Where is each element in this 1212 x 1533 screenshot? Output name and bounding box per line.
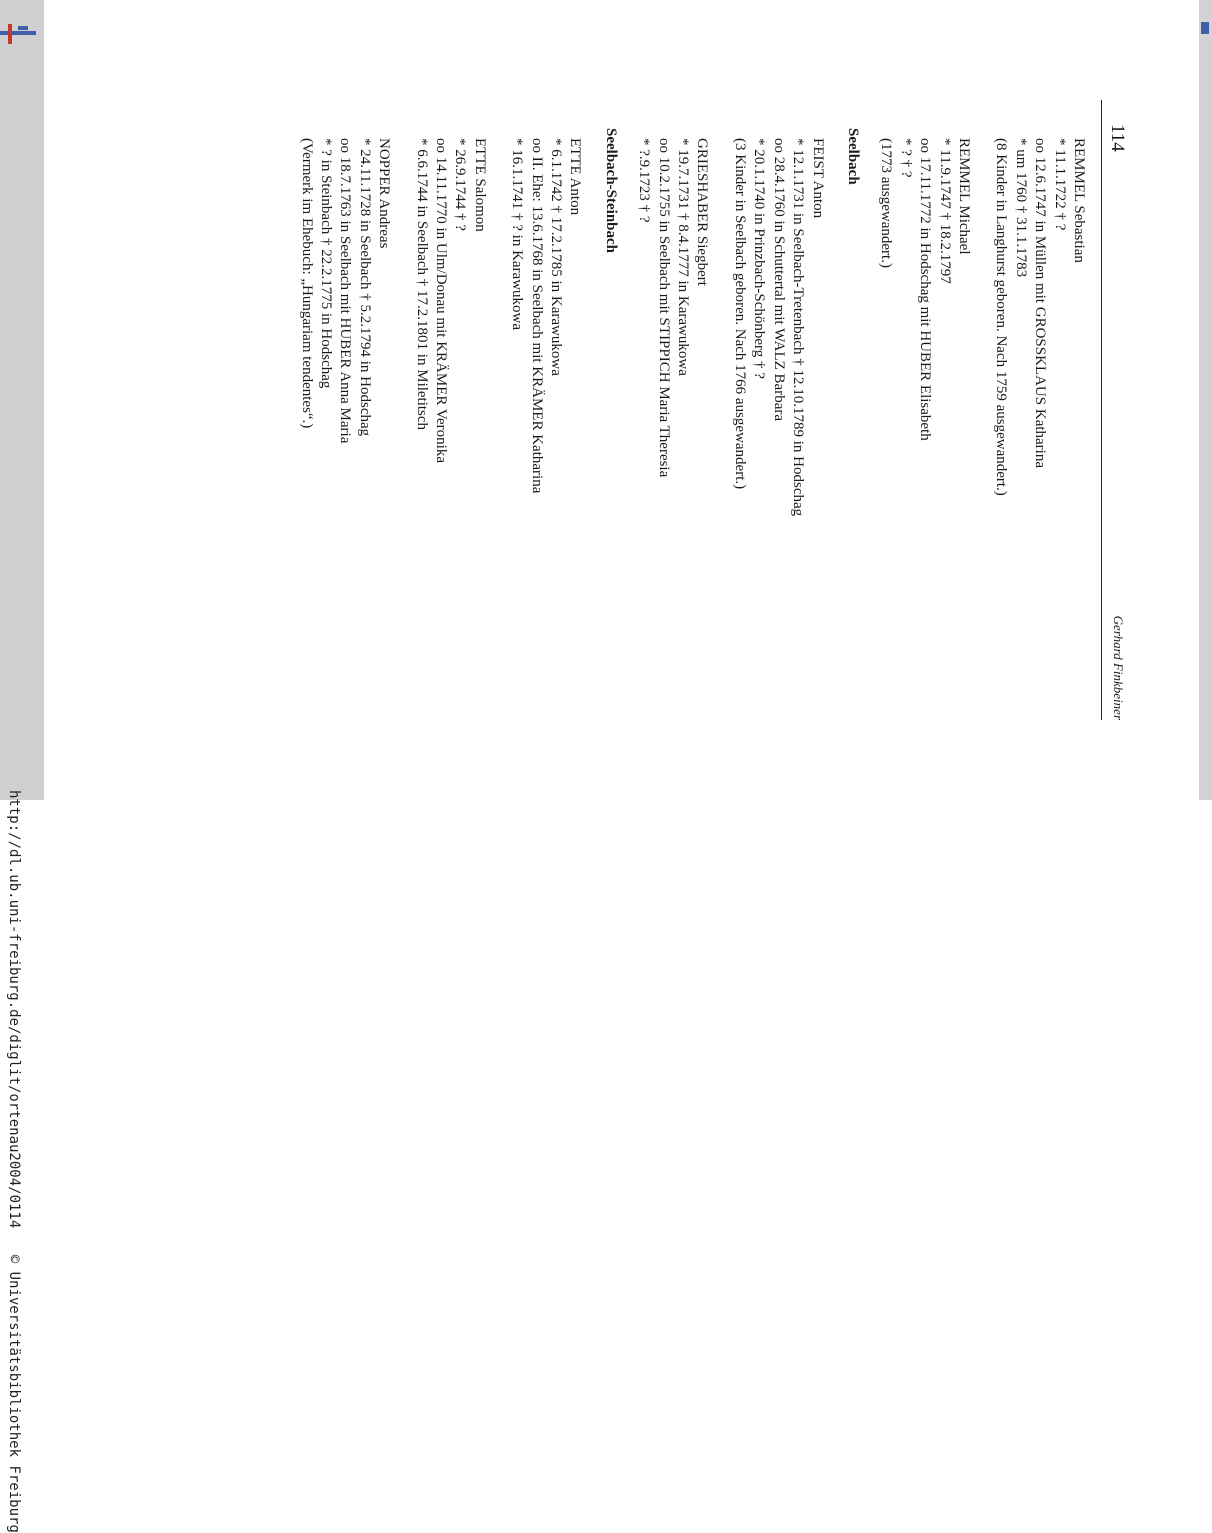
person-name: FEIST Anton: [809, 138, 826, 219]
entry-line: * ? in Steinbach † 22.2.1775 in Hodschag: [318, 138, 334, 389]
genealogy-entry: [411, 138, 489, 778]
entry-line: * 11.1.1722 † ?: [1051, 138, 1068, 231]
entry-line: * 6.1.1742 † 17.2.1785 in Karawukowa: [548, 138, 565, 376]
entry-line: oo 28.4.1760 in Schuttertal mit WALZ Barbara: [770, 138, 787, 422]
entry-line: * 6.6.1744 in Seelbach † 17.2.1801 in Miletitsch: [413, 138, 430, 431]
person-name: GRIESHABER Siegbert: [694, 138, 711, 286]
section-heading: Seelbach: [844, 128, 861, 185]
genealogy-entry: [634, 138, 712, 778]
entry-line: * um 1760 † 31.1.1783: [1012, 138, 1029, 278]
person-name: ETTE Anton: [567, 138, 584, 216]
entry-line: oo 10.2.1755 in Seelbach mit STIPPICH Maria Theresia: [655, 138, 672, 478]
entry-line: (8 Kinder in Langhurst geboren. Nach 1759 ausgewandert.): [993, 138, 1010, 496]
entry-line: oo 14.11.1770 in Ulm/Donau mit KRÄMER Veronika: [433, 138, 450, 463]
genealogy-entry: [507, 138, 585, 778]
entry-line: * 24.11.1728 in Seelbach † 5.2.1794 in Hodschag: [356, 138, 373, 437]
entry-line: oo II. Ehe: 13.6.1768 in Seelbach mit KRÄMER Katharina: [528, 138, 545, 494]
genealogy-entry: [296, 138, 393, 778]
entry-line: * 26.9.1744 † ?: [452, 138, 469, 231]
person-name: ETTE Salomon: [471, 138, 488, 232]
library-logo-fragment-icon: [1201, 22, 1209, 34]
entry-line: * 12.1.1731 in Seelbach-Tretenbach † 12.10.1789 in Hodschag: [790, 138, 807, 517]
genealogy-entry: [991, 138, 1088, 778]
viewer-right-margin: [1199, 0, 1212, 800]
entry-line: oo 18.7.1763 in Seelbach mit HUBER Anna Maria: [337, 138, 354, 444]
entry-line: * 11.9.1747 † 18.2.1797: [936, 138, 953, 284]
page-header: [1101, 100, 1128, 720]
person-name: NOPPER Andreas: [376, 138, 393, 249]
entry-line: (Vermerk im Ehebuch: „Hungariam tendentes“.): [298, 138, 315, 429]
copyright-text: © Universitätsbibliothek Freiburg: [6, 1254, 22, 1533]
entry-line: * 16.1.1741 † ? in Karawukowa: [509, 138, 526, 331]
running-head-author: Gerhard Finkbeiner: [1111, 615, 1126, 720]
entry-line: * ? † ?: [897, 138, 914, 178]
entry-line: (3 Kinder in Seelbach geboren. Nach 1766 ausgewandert.): [731, 138, 748, 490]
entry-line: * 20.1.1740 in Prinzbach-Schönberg † ?: [751, 138, 768, 379]
viewer-left-margin: [0, 0, 44, 800]
section-heading: Seelbach-Steinbach: [602, 128, 619, 254]
page-number: 114: [1107, 124, 1128, 152]
person-name: REMMEL Sebastian: [1071, 138, 1087, 263]
person-name: REMMEL Michael: [955, 138, 972, 255]
source-url-text: [6, 790, 22, 1533]
genealogy-entry: [730, 138, 827, 778]
document-page: [128, 100, 1128, 790]
source-url[interactable]: http://dl.ub.uni-freiburg.de/diglit/ortenau2004/0114: [6, 790, 22, 1229]
genealogy-entry: [876, 138, 973, 778]
entry-line: * ?.9.1723 † ?: [636, 138, 653, 223]
entry-line: * 19.7.1731 † 8.4.1777 in Karawukowa: [675, 138, 692, 376]
genealogy-entries: [296, 128, 1088, 778]
library-logo-icon: [0, 22, 36, 46]
entry-line: oo 12.6.1747 in Müllen mit GROSSKLAUS Katharina: [1032, 138, 1049, 468]
entry-line: (1773 ausgewandert.): [878, 138, 895, 268]
entry-line: oo 17.11.1772 in Hodschag mit HUBER Elisabeth: [917, 138, 934, 441]
